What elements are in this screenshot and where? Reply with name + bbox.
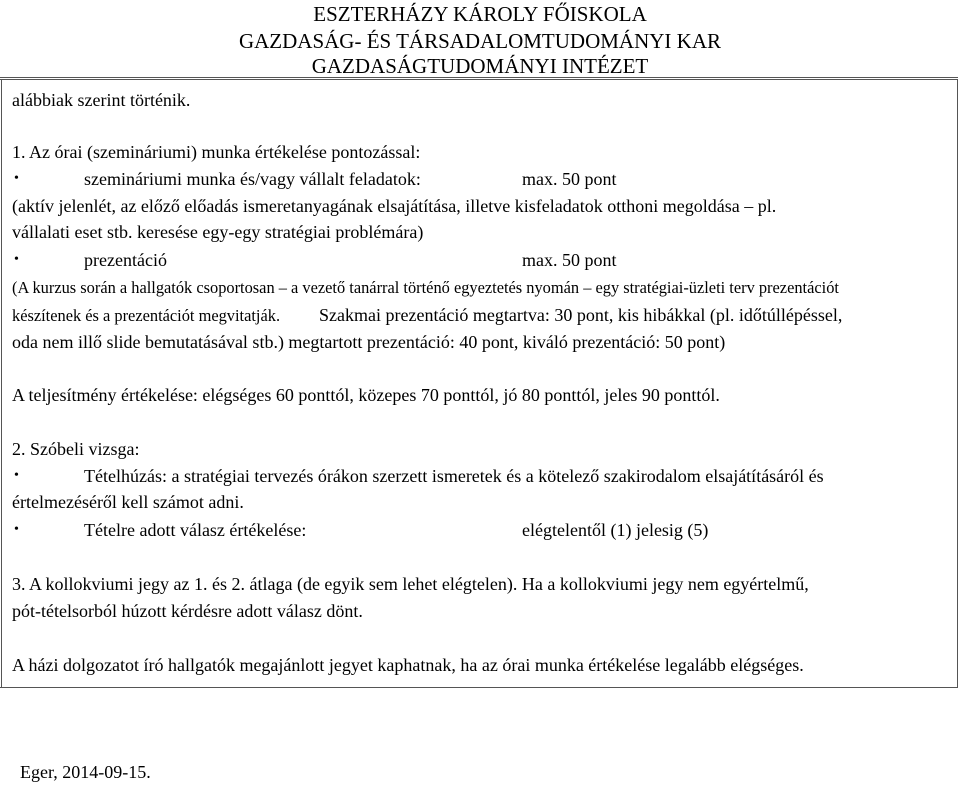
bullet-icon: • xyxy=(14,252,19,267)
header-rule xyxy=(0,77,958,78)
bullet-icon: • xyxy=(14,171,19,186)
header-institution: ESZTERHÁZY KÁROLY FŐISKOLA xyxy=(313,2,647,26)
header-rule-2 xyxy=(0,79,958,80)
section1-note2-line3: oda nem illő slide bemutatásával stb.) megtartott prezentáció: 40 pont, kiváló prezentáció: 50 pont) xyxy=(12,332,726,352)
section1-note2-line1: (A kurzus során a hallgatók csoportosan – a vezető tanárral történő egyeztetés nyomán – egy stratégiai-üzleti terv prezentációt xyxy=(12,278,839,297)
section1-note2-line2b: Szakmai prezentáció megtartva: 30 pont, kis hibákkal (pl. időtúllépéssel, xyxy=(319,305,843,325)
section2-title: 2. Szóbeli vizsga: xyxy=(12,439,140,459)
section1-bullet1-label: szemináriumi munka és/vagy vállalt feladatok: xyxy=(84,169,421,189)
bullet-icon: • xyxy=(14,522,19,537)
section3-line1: 3. A kollokviumi jegy az 1. és 2. átlaga (de egyik sem lehet elégtelen). Ha a kollokviumi jegy nem egyértelmű, xyxy=(12,574,809,594)
section3-line2: pót-tételsorból húzott kérdésre adott válasz dönt. xyxy=(12,601,363,621)
intro-text: alábbiak szerint történik. xyxy=(12,90,191,110)
section1-note2-line2a: készítenek és a prezentációt megvitatják. xyxy=(12,306,281,325)
section1-note1-line2: vállalati eset stb. keresése egy-egy stratégiai problémára) xyxy=(12,222,424,242)
section1-bullet1-points: max. 50 pont xyxy=(522,169,617,189)
frame-left-line xyxy=(1,79,2,687)
section1-bullet2-label: prezentáció xyxy=(84,250,167,270)
section2-bullet1-line1: Tételhúzás: a stratégiai tervezés órákon szerzett ismeretek és a kötelező szakirodalom elsajátításáról és xyxy=(84,466,824,486)
signature-date: Eger, 2014-09-15. xyxy=(20,762,151,782)
section2-bullet2-label: Tételre adott válasz értékelése: xyxy=(84,520,307,540)
section1-bullet2-points: max. 50 pont xyxy=(522,250,617,270)
closing-text: A házi dolgozatot író hallgatók megajánlott jegyet kaphatnak, ha az órai munka értékelése legalább elégséges. xyxy=(12,655,804,675)
header-faculty: GAZDASÁG- ÉS TÁRSADALOMTUDOMÁNYI KAR xyxy=(238,29,722,53)
evaluation-text: A teljesítmény értékelése: elégséges 60 ponttól, közepes 70 ponttól, jó 80 ponttól, jeles 90 ponttól. xyxy=(12,385,720,405)
section2-bullet1-line2: értelmezéséről kell számot adni. xyxy=(12,492,244,512)
section2-bullet2-value: elégtelentől (1) jelesig (5) xyxy=(522,520,709,540)
section1-title: 1. Az órai (szemináriumi) munka értékelése pontozással: xyxy=(12,142,421,162)
header-department: GAZDASÁGTUDOMÁNYI INTÉZET xyxy=(311,54,649,78)
frame-right-line xyxy=(957,79,958,687)
bullet-icon: • xyxy=(14,468,19,483)
frame-bottom-line xyxy=(0,687,958,688)
section1-note1-line1: (aktív jelenlét, az előző előadás ismeretanyagának elsajátítása, illetve kisfeladatok otthoni megoldása – pl. xyxy=(12,196,777,216)
